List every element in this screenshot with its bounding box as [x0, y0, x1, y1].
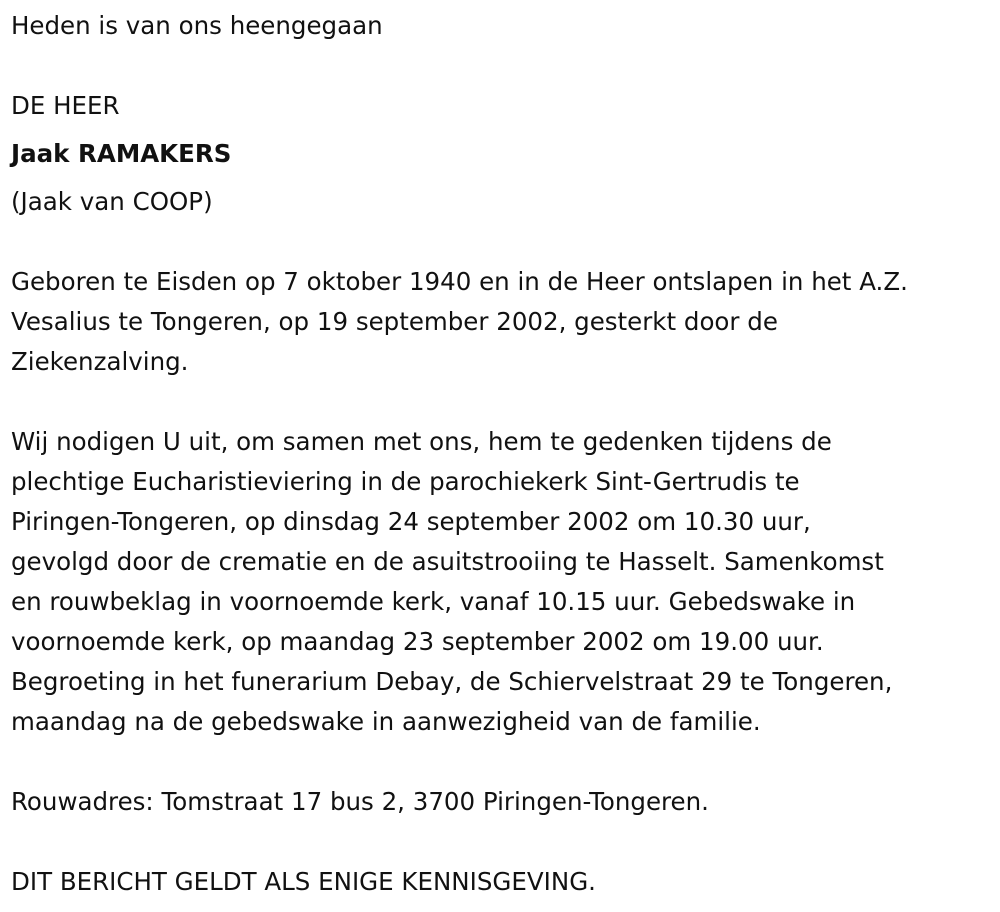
birth-line: Vesalius te Tongeren, op 19 september 2002, gesterkt door de: [11, 307, 778, 336]
closing-statement: DIT BERICHT GELDT ALS ENIGE KENNISGEVING.: [11, 867, 596, 896]
invitation-line: en rouwbeklag in voornoemde kerk, vanaf 10.15 uur. Gebedswake in: [11, 587, 856, 616]
spacer: [11, 742, 986, 782]
deceased-nickname: (Jaak van COOP): [11, 187, 213, 216]
intro-text: Heden is van ons heengegaan: [11, 11, 383, 40]
invitation-line: Wij nodigen U uit, om samen met ons, hem te gedenken tijdens de: [11, 427, 832, 456]
spacer: [11, 382, 986, 422]
deceased-name: Jaak RAMAKERS: [11, 139, 232, 168]
spacer: [11, 822, 986, 862]
invitation-line: maandag na de gebedswake in aanwezigheid van de familie.: [11, 707, 761, 736]
title-prefix: DE HEER: [11, 91, 120, 120]
spacer: [11, 126, 986, 134]
birth-paragraph: [11, 262, 986, 382]
spacer: [11, 222, 986, 262]
spacer: [11, 174, 986, 182]
birth-line: Geboren te Eisden op 7 oktober 1940 en in de Heer ontslapen in het A.Z.: [11, 267, 908, 296]
birth-line: Ziekenzalving.: [11, 347, 189, 376]
invitation-line: Piringen-Tongeren, op dinsdag 24 september 2002 om 10.30 uur,: [11, 507, 811, 536]
mourning-address: Rouwadres: Tomstraat 17 bus 2, 3700 Piringen-Tongeren.: [11, 787, 709, 816]
invitation-line: plechtige Eucharistieviering in de parochiekerk Sint-Gertrudis te: [11, 467, 800, 496]
invitation-line: Begroeting in het funerarium Debay, de Schiervelstraat 29 te Tongeren,: [11, 667, 893, 696]
invitation-paragraph: [11, 422, 986, 742]
invitation-line: gevolgd door de crematie en de asuitstrooiing te Hasselt. Samenkomst: [11, 547, 884, 576]
obituary-notice: [11, 6, 986, 902]
spacer: [11, 46, 986, 86]
invitation-line: voornoemde kerk, op maandag 23 september 2002 om 19.00 uur.: [11, 627, 824, 656]
